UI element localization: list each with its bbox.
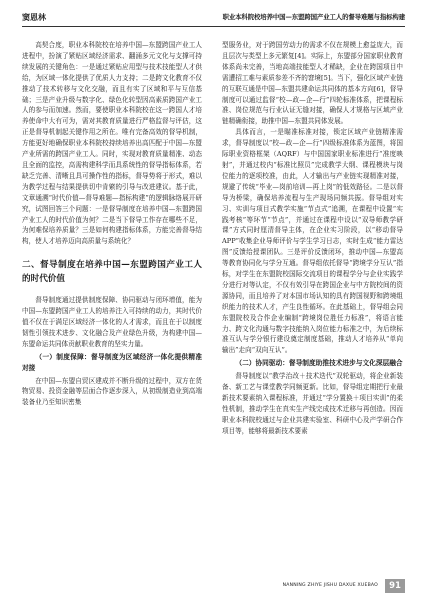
header-author: 窦恩林 <box>22 13 46 22</box>
subsection-heading-2: （二）协同驱动：督导制度助推技术进步与文化深层融合 <box>235 359 403 368</box>
header-rule <box>22 26 405 27</box>
paragraph-specifics: 具体而言，一是瞄准标准对接，锁定区域产业链精准需求，督导制度以“校—政—企—行”四级标准体系为蓝图，将国际职业资格框架（AQRF）与中国国家职业标准进行“准度映射”，并通过校内“标准比照员”完成教学大纲、课程模块与岗位能力的逐项校准，由此，人才输出与产业链实现精准对接，规避了传统“毕业—岗前培训—再上岗”的低效路径。二是以督导为桥梁，确保培养流程与生产现场同频共振。督导组对实习、实训与项目式教学实施“节点式”追溯，在课程中设置“实践考核”等环节“节点”，并通过在课程中设以“双导师教学研课”方式同时厘清督导主体，在企业实习阶段，以“移动督导APP”收集企业导师评价与学生学习日志，实时生成“能力雷达图”反馈给授课团队。三是评价反馈闭环，推动中国—东盟高等教育协同化与学分互通。督导组依托督导“跨境学分互认”指标，对学生在东盟院校国际交流项目的课程学分与企业实践学分进行对等认定，不仅有效引导在跨国企业与中方院校间的资源协同，而且培养了对本国市场认知的具有跨国视野和跨境组织能力的技术人才，产生良性循环。在此基础上，督导组会同东盟院校及合作企业编制“跨境岗位胜任力标准”，将语言能力、跨文化沟通与数字技能纳入岗位能力标准之中，为后续标准互认与学分银行建设奠定制度基础，推动人才培养从“单向输出”走向“双向互认”。 <box>222 128 403 355</box>
paragraph-intro-continued: 高契合度，职业本科院校在培养中国—东盟跨国产业工人进程中，扮演了紧贴区域经济需求、翻涌多元文化与支撑可持续发展的关键角色：一是通过紧贴应用型与技术技能型人才供给，为区域一体化提供了优质人力支持；二是跨文化教育不仅推动了技术转移与文化交融，而且有实了区域和平与互信基础；三是产业升级与数字化、绿色化转型因高素质跨国产业工人的参与而加速。然而，要使职业本科院校在这一跨国人才培养使命中大有可为，需对其教育质量进行严格监督与评估，这正是督导机制起关键作用之所在。唯有完备高效的督导机制，方能更好地确保职业本科院校持续培养出高匹配于中国—东盟产业所需的跨国产业工人。同时，实现对教育质量精准、动态且全面的监控，高需构建科学而具系统性的督导指标体系，若缺乏完善、清晰且具可操作性的指标，督导势将于形式，难以为教学过程与结果提供切中肯綮的引导与改进建议。基于此，文章通溯“时代价值—督导难题—指标构建”的逻辑脉络展开研究，试图回答三个问题：一是督导制度在培养中国—东盟跨国产业工人的时代价值为何？二是当下督导工作存在哪些不足，为何难保培养质量？三是如何构建指标体系，方能完善督导结构，使人才培养迈向高质量与系统化？ <box>22 41 202 246</box>
header-article-title: 职业本科院校培养中国—东盟跨国产业工人的督导难题与指标构建 <box>222 13 405 21</box>
right-column <box>222 40 403 437</box>
paragraph-subsection-1-continued: 型服务业，对于跨国劳动力的需求不仅在规模上愈益庞大，而且层次与类型上多元繁复[4]。实际上，东盟部分国家职业教育体系尚未完善，当地高端技能型人才稀缺，企业在跨国项目中需遭招工难与素质参差不齐的窘境[5]。当下，强化区域产业链的互联互通是中国—东盟共建命运共同体的基本方向[6]，督导制度可以通过监督“校—政—企—行”四轮标准体系，把课程标准、岗位规范与行业认证无缝对接，确保人才规格与区域产业链精确衔接，助推中国—东盟共同体发展。 <box>222 41 403 126</box>
paragraph-subsection-2: 督导制度以“教学治改＋技术迭代”双轮驱动，将企业新装备、新工艺与课堂教学同频更新。比如，督导组定期把行业最新技术要素纳入课程标准，并通过“学分置换＋项目实训”的柔性机制，推动学生在真实生产线完成技术迁移与再创造。因而职业本科院校通过与企业共建实验室、科研中心及产学研合作项目等，能够将最新技术要素 <box>222 372 403 435</box>
journal-name: NANNING ZHIYE JISHU DAXUE XUEBAO <box>282 583 378 588</box>
paragraph-subsection-1: 在中国—东盟自贸区建成并不断升级的过程中，双方在货物贸易、投资金融等层面合作逐步深入，从初级制造业到高端装备业乃至知识密集 <box>22 376 202 407</box>
page-number: 91 <box>385 579 405 593</box>
paragraph-section-2-intro: 督导制度通过提供制度保障、协同驱动与闭环增值，能为中国—东盟跨国产业工人的培养注入可持续的动力，其时代价值不仅在于满足区域经济一体化的人才需求，而且在于以制度韧性引领技术进步、文化融合及产业绿色升级，为构建中国—东盟命运共同体贡献职业教育的坚实力量。 <box>22 296 202 348</box>
page-header <box>22 9 405 27</box>
section-heading-2: 二、督导制度在培养中国—东盟跨国产业工人的时代价值 <box>22 260 202 285</box>
left-column <box>22 40 202 408</box>
subsection-heading-1: （一）制度保障：督导制度为区域经济一体化提供精准对接 <box>22 352 202 372</box>
